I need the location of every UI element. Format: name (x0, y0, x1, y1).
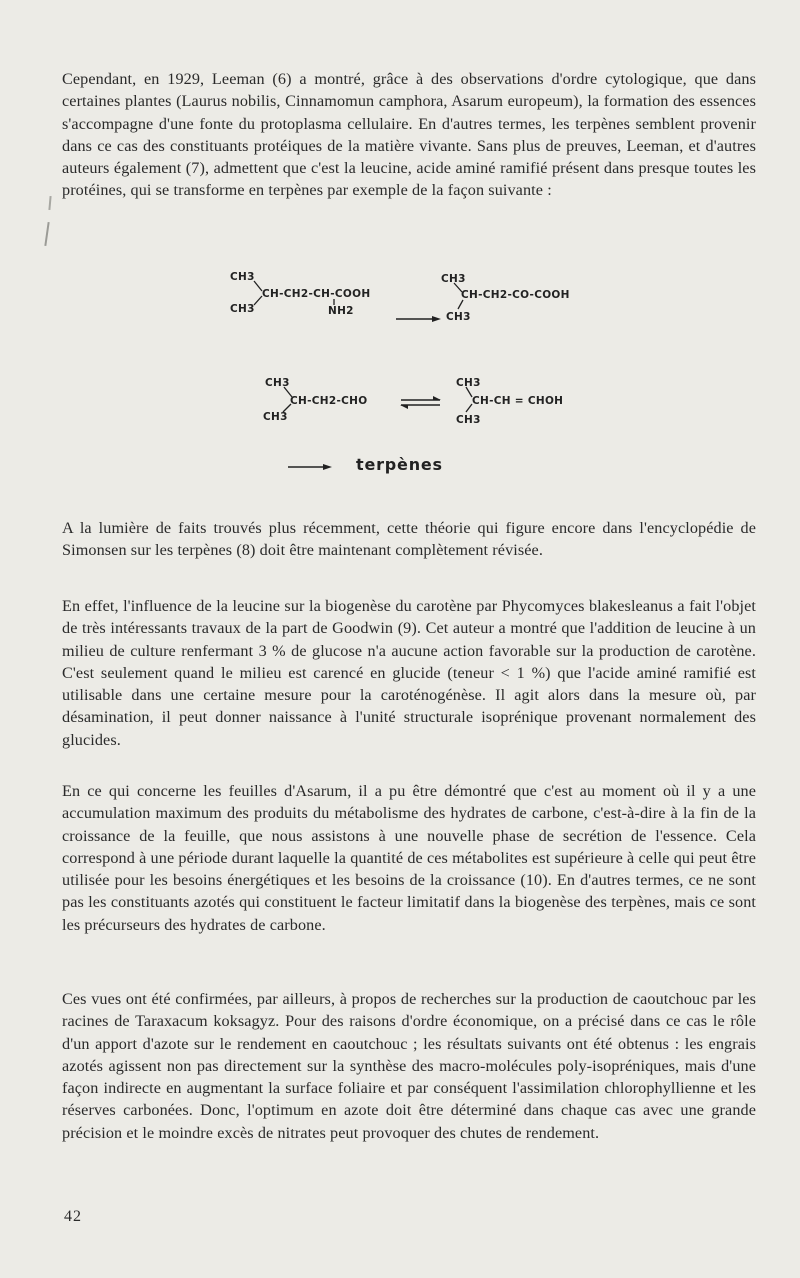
terpenes-label: terpènes (356, 455, 443, 474)
aldehyde-ch3-top: CH3 (265, 377, 290, 389)
leucine-ch3-top: CH3 (230, 271, 255, 283)
keto-acid-ch3-bottom: CH3 (446, 311, 471, 323)
leucine-amine: NH2 (328, 305, 354, 317)
paragraph-simonsen: A la lumière de faits trouvés plus récemment, cette théorie qui figure encore dans l'encyclopédie de Simonsen sur les terpènes (8) doit être maintenant complètement révisée. (62, 519, 756, 560)
enol-chain: CH-CH = CHOH (472, 395, 564, 407)
paragraph-asarum: En ce qui concerne les feuilles d'Asarum, il a pu être démontré que c'est au moment où il y a une accumulation maximum des produits du métabolisme des hydrates de carbone, c'est-à-dire à la fin de la croissance de la feuille, que nous assistons à une nouvelle phase de secrétion de l'essence. Cela correspond à une période durant laquelle la quantité de ces métabolites est supérieure à celle qui peut être utilisée pour les besoins énergétiques et les besoins de la croissance (10). En d'autres termes, ce ne sont pas les constituants azotés qui constituent le facteur limitatif dans la biogenèse des terpènes, mais ce sont les précurseurs des hydrates de carbone. (62, 782, 756, 934)
leucine-ch3-bottom: CH3 (230, 303, 255, 315)
paragraph-leeman-theory: Cependant, en 1929, Leeman (6) a montré, grâce à des observations d'ordre cytologique, que dans certaines plantes (Laurus nobilis, Cinnamomun camphora, Asarum europeum), la formation des essences s'accompagne d'une fonte du protoplasma cellulaire. En d'autres termes, les terpènes semblent provenir dans ce cas des constituants protéiques de la matière vivante. Sans plus de preuves, Leeman, et d'autres auteurs également (7), admettent que c'est la leucine, acide aminé ramifié présent dans presque toutes les protéines, qui se transforme en terpènes par exemple de la façon suivante : (62, 70, 756, 200)
enol-ch3-bottom: CH3 (456, 414, 481, 426)
leucine-chain: CH-CH2-CH-COOH (262, 288, 371, 300)
paragraph-taraxacum: Ces vues ont été confirmées, par ailleurs, à propos de recherches sur la production de caoutchouc par les racines de Taraxacum koksagyz. Pour des raisons d'ordre économique, on a précisé dans ce cas le rôle d'un apport d'azote sur le rendement en caoutchouc ; les résultats suivants ont été obtenus : les engrais azotés agissent non pas directement sur la synthèse des macro-molécules poly-isopréniques, mais d'une façon indirecte en augmentant la surface foliaire et par conséquent l'assimilation chlorophyllienne et les réserves carbonées. Donc, l'optimum en azote doit être déterminé dans chaque cas avec une grande précision et le moindre excès de nitrates peut provoquer des chutes de rendement. (62, 990, 756, 1142)
keto-acid-ch3-top: CH3 (441, 273, 466, 285)
aldehyde-chain: CH-CH2-CHO (290, 395, 368, 407)
enol-ch3-top: CH3 (456, 377, 481, 389)
page-number: 42 (64, 1208, 82, 1225)
aldehyde-ch3-bottom: CH3 (263, 411, 288, 423)
keto-acid-chain: CH-CH2-CO-COOH (461, 289, 570, 301)
paragraph-goodwin: En effet, l'influence de la leucine sur la biogenèse du carotène par Phycomyces blakesleanus a fait l'objet de très intéressants travaux de la part de Goodwin (9). Cet auteur a montré que l'addition de leucine à un milieu de culture renfermant 3 % de glucose n'a aucune action favorable sur la production de carotène. C'est seulement quand le milieu est carencé en glucide (teneur < 1 %) que l'acide aminé ramifié est utilisable dans une certaine mesure pour la caroténogénèse. Il agit alors dans la mesure où, par désamination, il peut donner naissance à l'unité structurale isoprénique provenant normalement des glucides. (62, 597, 756, 749)
